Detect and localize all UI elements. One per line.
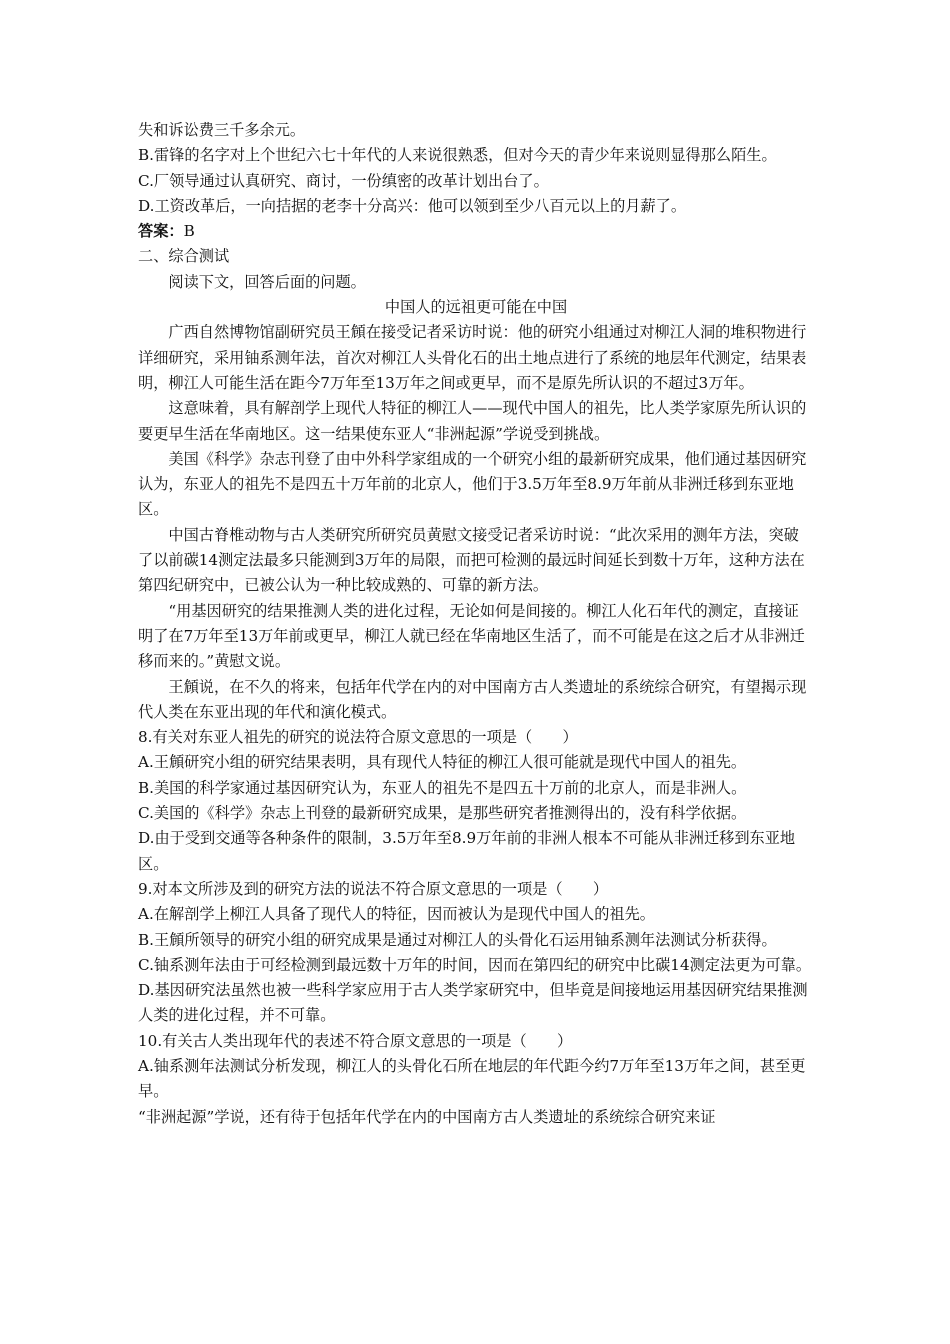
answer-value: B (183, 222, 195, 241)
section-heading: 二、综合测试 (138, 247, 230, 266)
option-b: B.雷锋的名字对上个世纪六七十年代的人来说很熟悉，但对今天的青少年来说则显得那么陌生。 (138, 146, 777, 165)
paragraph-5: “用基因研究的结果推测人类的进化过程，无论如何是间接的。柳江人化石年代的测定，直接证明了在7万年至13万年前或更早，柳江人就已经在华南地区生活了，而不可能是在这之后才从非洲迁移而来的。”黄慰文说。 (138, 601, 805, 671)
question-8-option-a: A.王頠研究小组的研究结果表明，具有现代人特征的柳江人很可能就是现代中国人的祖先。 (138, 753, 747, 772)
question-10-option-a: A.铀系测年法测试分析发现，柳江人的头骨化石所在地层的年代距今约7万年至13万年之间，甚至更早。 (138, 1056, 806, 1101)
article-title: 中国人的远祖更可能在中国 (384, 298, 568, 317)
paragraph-4: 中国古脊椎动物与古人类研究所研究员黄慰文接受记者采访时说：“此次采用的测年方法，突破了以前碳14测定法最多只能测到3万年的局限，而把可检测的最远时间延长到数十万年，这种方法在第四纪研究中，已被公认为一种比较成熟的、可靠的新方法。 (138, 525, 805, 595)
question-8-option-c: C.美国的《科学》杂志上刊登的最新研究成果，是那些研究者推测得出的，没有科学依据。 (138, 804, 747, 823)
answer-label: 答案： (138, 222, 184, 241)
question-9-option-c: C.铀系测年法由于可经检测到最远数十万年的时间，因而在第四纪的研究中比碳14测定法更为可靠。 (138, 955, 812, 974)
document-page (138, 118, 814, 1130)
paragraph-6: 王頠说，在不久的将来，包括年代学在内的对中国南方古人类遗址的系统综合研究，有望揭示现代人类在东亚出现的年代和演化模式。 (138, 677, 807, 721)
question-8-option-d: D.由于受到交通等各种条件的限制，3.5万年至8.9万年前的非洲人根本不可能从非洲迁移到东亚地区。 (138, 829, 796, 873)
answer-line (138, 219, 814, 244)
question-9: 9.对本文所涉及到的研究方法的说法不符合原文意思的一项是（ ） (138, 879, 609, 898)
instruction: 阅读下文，回答后面的问题。 (168, 272, 366, 291)
question-8: 8.有关对东亚人祖先的研究的说法符合原文意思的一项是（ ） (138, 728, 578, 747)
question-9-option-d: D.基因研究法虽然也被一些科学家应用于古人类学家研究中，但毕竟是间接地运用基因研究结果推测人类的进化过程，并不可靠。 (138, 981, 808, 1025)
paragraph-1: 广西自然博物馆副研究员王頠在接受记者采访时说：他的研究小组通过对柳江人洞的堆积物进行详细研究，采用铀系测年法，首次对柳江人头骨化石的出土地点进行了系统的地层年代测定，结果表明，柳江人可能生活在距今7万年至13万年之间或更早，而不是原先所认识的不超过3万年。 (138, 323, 807, 392)
question-10: 10.有关古人类出现年代的表述不符合原文意思的一项是（ ） (138, 1031, 573, 1050)
option-d: D.工资改革后，一向拮据的老李十分高兴：他可以领到至少八百元以上的月薪了。 (138, 196, 687, 215)
paragraph-3: 美国《科学》杂志刊登了由中外科学家组成的一个研究小组的最新研究成果，他们通过基因研究认为，东亚人的祖先不是四五十万年前的北京人，他们于3.5万年至8.9万年前从非洲迁移到东亚地区。 (138, 449, 807, 519)
question-9-option-b: B.王頠所领导的研究小组的研究成果是通过对柳江人的头骨化石运用铀系测年法测试分析获得。 (138, 930, 777, 949)
question-8-option-b: B.美国的科学家通过基因研究认为，东亚人的祖先不是四五十万前的北京人，而是非洲人。 (138, 778, 747, 797)
option-c: C.厂领导通过认真研究、商讨，一份缜密的改革计划出台了。 (138, 171, 549, 190)
paragraph-2: 这意味着，具有解剖学上现代人特征的柳江人——现代中国人的祖先，比人类学家原先所认识的要更早生活在华南地区。这一结果使东亚人“非洲起源”学说受到挑战。 (138, 399, 807, 443)
question-9-option-a: A.在解剖学上柳江人具备了现代人的特征，因而被认为是现代中国人的祖先。 (138, 905, 655, 924)
text-line: 失和诉讼费三千多余元。 (138, 121, 306, 139)
text-line: “非洲起源”学说，还有待于包括年代学在内的中国南方古人类遗址的系统综合研究来证 (138, 1107, 716, 1126)
